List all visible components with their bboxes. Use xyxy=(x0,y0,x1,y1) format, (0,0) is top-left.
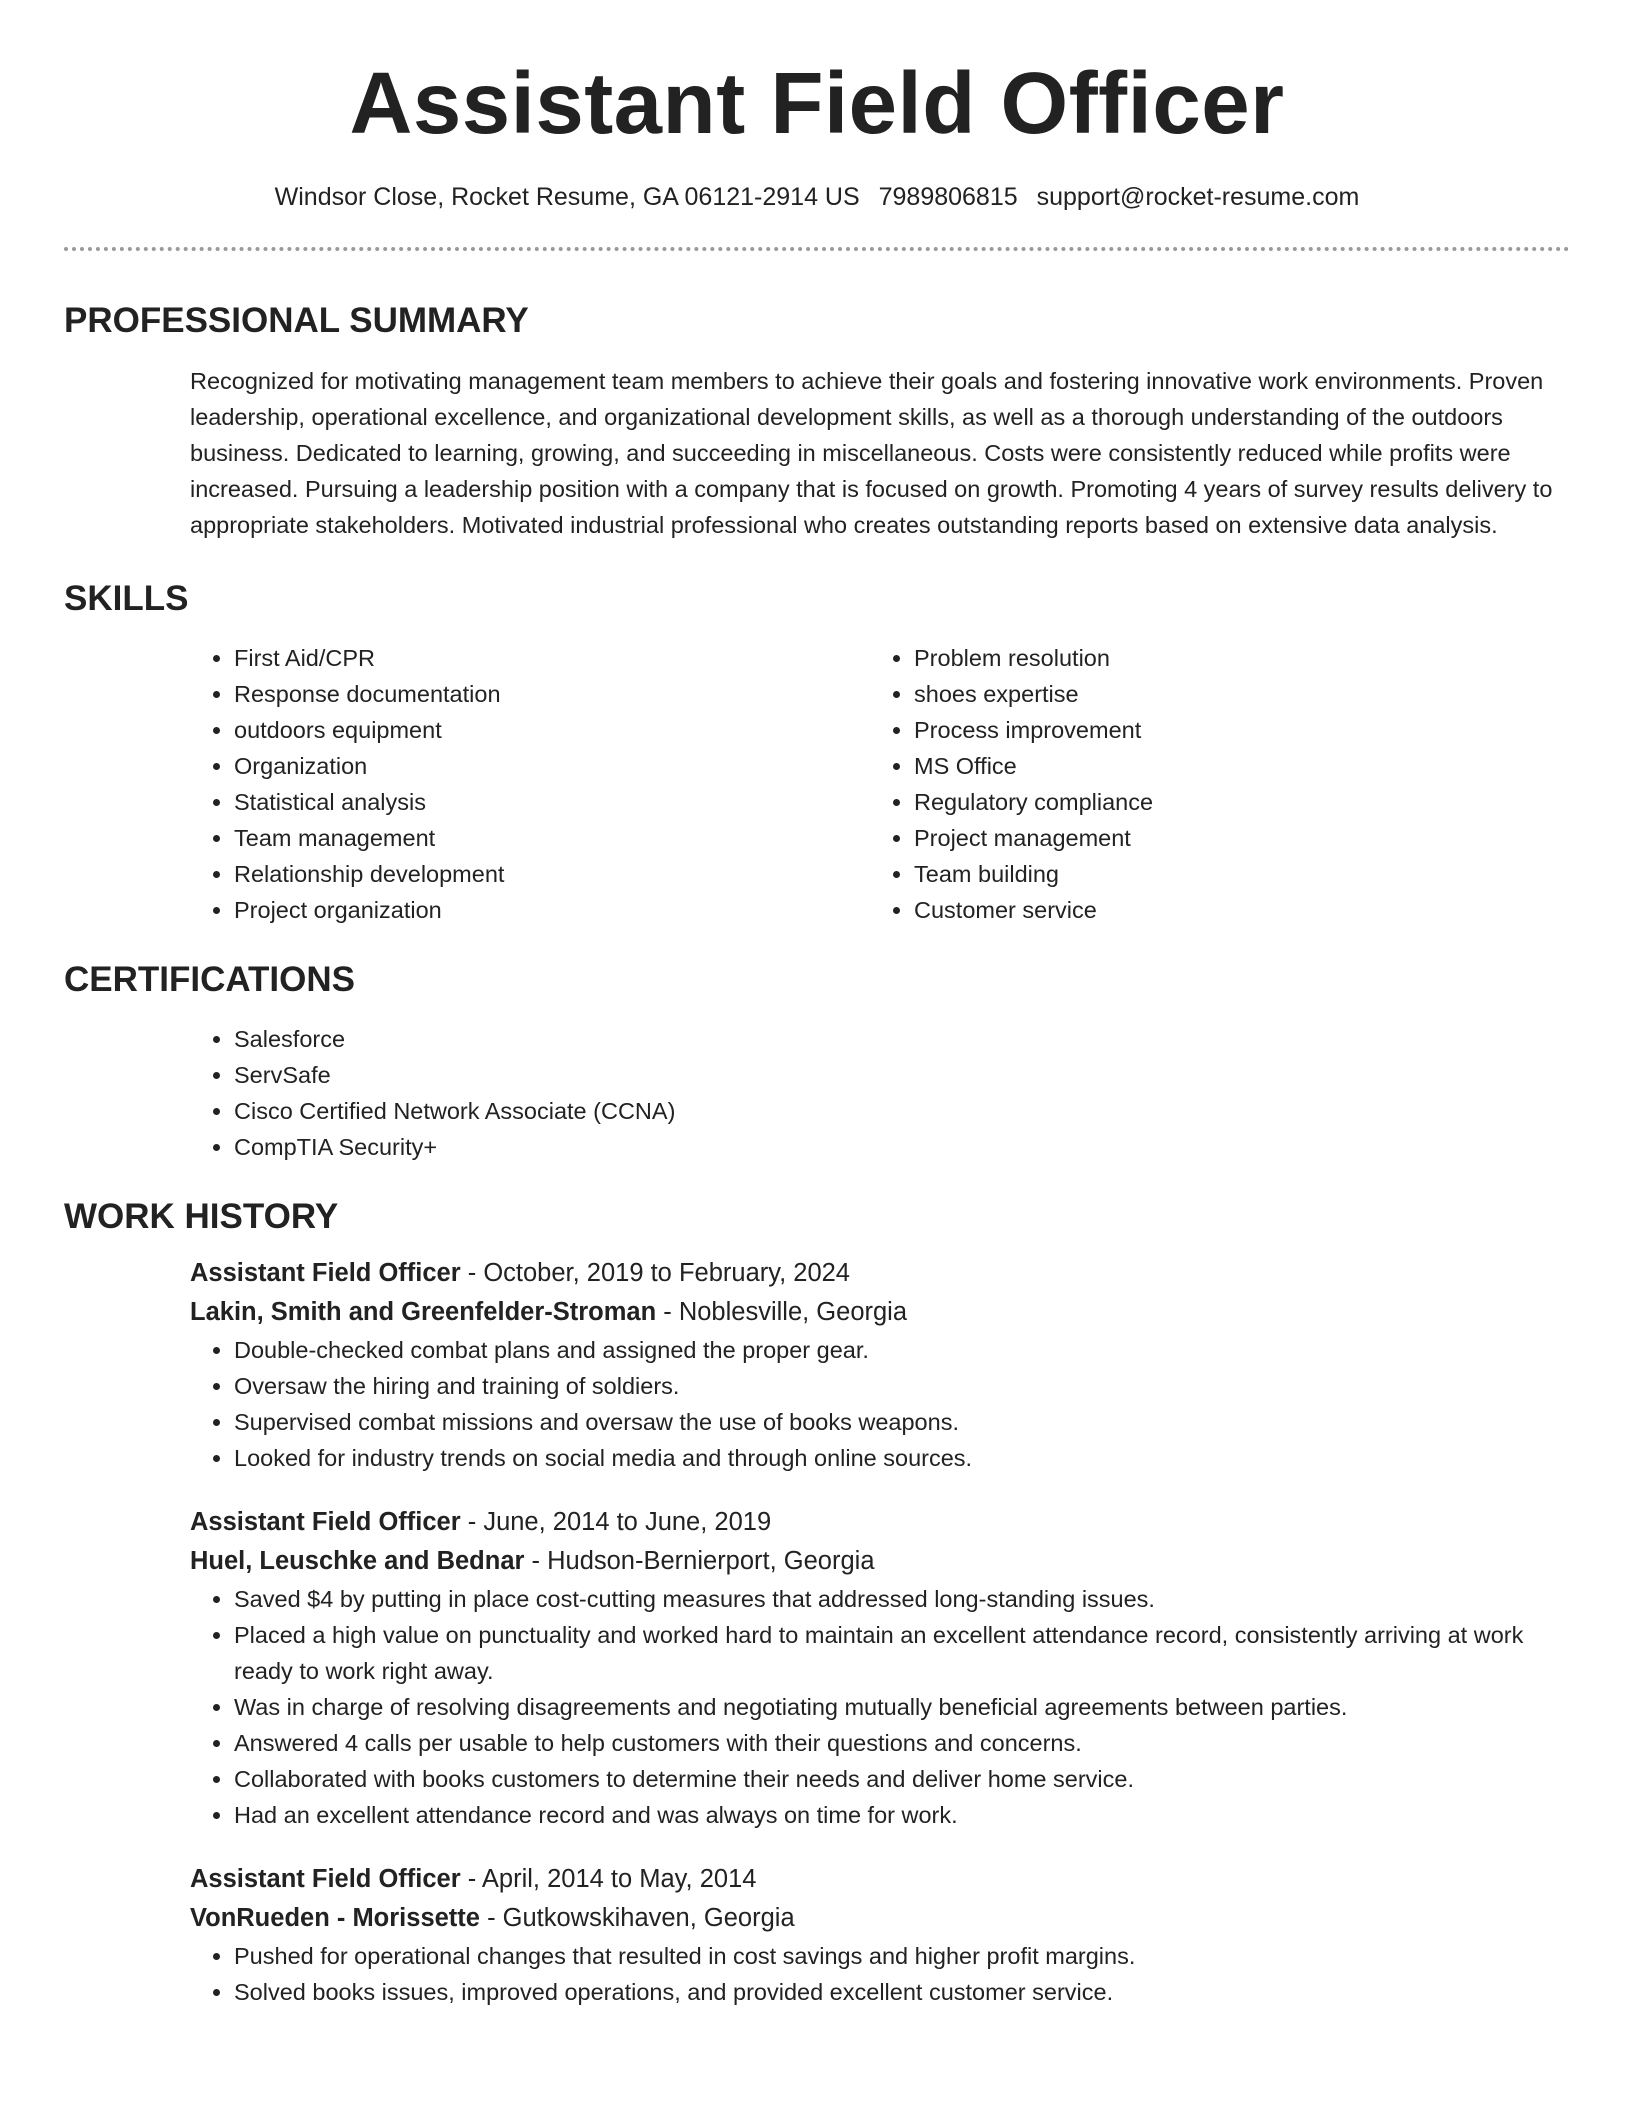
skill-item: • Organization xyxy=(234,748,870,784)
job-company: Huel, Leuschke and Bednar xyxy=(190,1547,525,1575)
job-entry xyxy=(190,1254,1570,1476)
contact-line xyxy=(64,185,1570,210)
job-bullet-list xyxy=(190,1938,1570,2010)
job-company-line xyxy=(190,1899,1570,1938)
skills-list-right xyxy=(870,640,1550,928)
job-company: VonRueden - Morissette xyxy=(190,1904,480,1932)
job-title-line xyxy=(190,1503,1570,1542)
job-bullet: • Pushed for operational changes that resulted in cost savings and higher profit margins. xyxy=(234,1938,1570,1974)
work-history-heading: WORK HISTORY xyxy=(64,1197,339,1236)
skill-item: • Project management xyxy=(914,820,1550,856)
skill-item: • Team building xyxy=(914,856,1550,892)
skill-item: • Process improvement xyxy=(914,712,1550,748)
job-location: - Gutkowskihaven, Georgia xyxy=(479,1904,795,1932)
summary-text: Recognized for motivating management team members to achieve their goals and fostering innovative work environments. Proven leadership, operational excellence, and organizational development skills, as well as a thorough understanding of the outdoors business. Dedicated to learning, growing, and succeeding in miscellaneous. Costs were consistently reduced while profits were increased. Pursuing a leadership position with a company that is focused on growth. Promoting 4 years of survey results delivery to appropriate stakeholders. Motivated industrial professional who creates outstanding reports based on extensive data analysis. xyxy=(190,368,1553,538)
job-title-line xyxy=(190,1254,1570,1293)
job-bullet: • Had an excellent attendance record and was always on time for work. xyxy=(234,1797,1570,1833)
job-title: Assistant Field Officer xyxy=(190,1259,461,1287)
skills-list-left xyxy=(190,640,870,928)
job-bullet: • Answered 4 calls per usable to help customers with their questions and concerns. xyxy=(234,1725,1570,1761)
job-bullet: • Supervised combat missions and oversaw the use of books weapons. xyxy=(234,1404,1570,1440)
job-bullet-list xyxy=(190,1581,1570,1833)
summary-heading: PROFESSIONAL SUMMARY xyxy=(64,301,529,340)
job-bullet: • Oversaw the hiring and training of soldiers. xyxy=(234,1368,1570,1404)
job-company-line xyxy=(190,1293,1570,1332)
job-bullet: • Saved $4 by putting in place cost-cutting measures that addressed long-standing issues. xyxy=(234,1581,1570,1617)
skill-item: • Statistical analysis xyxy=(234,784,870,820)
skill-item: • Relationship development xyxy=(234,856,870,892)
job-bullet: • Solved books issues, improved operations, and provided excellent customer service. xyxy=(234,1974,1570,2010)
job-bullet: • Collaborated with books customers to determine their needs and deliver home service. xyxy=(234,1761,1570,1797)
job-company: Lakin, Smith and Greenfelder-Stroman xyxy=(190,1298,657,1326)
job-location: - Noblesville, Georgia xyxy=(656,1298,908,1326)
certification-item: • Salesforce xyxy=(234,1021,1570,1057)
skill-item: • First Aid/CPR xyxy=(234,640,870,676)
skill-item: • Team management xyxy=(234,820,870,856)
resume-title: Assistant Field Officer xyxy=(349,55,1285,152)
skill-item: • shoes expertise xyxy=(914,676,1550,712)
job-entry xyxy=(190,1503,1570,1833)
skill-item: • Problem resolution xyxy=(914,640,1550,676)
job-title: Assistant Field Officer xyxy=(190,1865,461,1893)
job-bullet: • Looked for industry trends on social media and through online sources. xyxy=(234,1440,1570,1476)
contact-email: support@rocket-resume.com xyxy=(1036,183,1360,211)
certification-item: • CompTIA Security+ xyxy=(234,1129,1570,1165)
skills-column-right xyxy=(870,640,1550,928)
job-location: - Hudson-Bernierport, Georgia xyxy=(524,1547,875,1575)
certifications-heading: CERTIFICATIONS xyxy=(64,960,356,999)
skills-grid xyxy=(190,640,1570,928)
job-bullet: • Double-checked combat plans and assigned the proper gear. xyxy=(234,1332,1570,1368)
skill-item: • Project organization xyxy=(234,892,870,928)
certifications-block xyxy=(190,1021,1570,1165)
certification-item: • ServSafe xyxy=(234,1057,1570,1093)
skill-item: • MS Office xyxy=(914,748,1550,784)
skill-item: • outdoors equipment xyxy=(234,712,870,748)
job-title: Assistant Field Officer xyxy=(190,1508,461,1536)
skills-heading: SKILLS xyxy=(64,579,189,618)
contact-phone: 7989806815 xyxy=(878,183,1018,211)
skill-item: • Regulatory compliance xyxy=(914,784,1550,820)
certifications-list xyxy=(190,1021,1570,1165)
job-entry xyxy=(190,1860,1570,2010)
header-divider xyxy=(64,247,1570,251)
job-dates: - October, 2019 to February, 2024 xyxy=(460,1259,850,1287)
skills-column-left xyxy=(190,640,870,928)
job-dates: - April, 2014 to May, 2014 xyxy=(460,1865,757,1893)
certification-item: • Cisco Certified Network Associate (CCNA) xyxy=(234,1093,1570,1129)
job-company-line xyxy=(190,1542,1570,1581)
skill-item: • Customer service xyxy=(914,892,1550,928)
job-bullet: • Was in charge of resolving disagreements and negotiating mutually beneficial agreements between parties. xyxy=(234,1689,1570,1725)
job-bullet-list xyxy=(190,1332,1570,1476)
skill-item: • Response documentation xyxy=(234,676,870,712)
job-title-line xyxy=(190,1860,1570,1899)
contact-address: Windsor Close, Rocket Resume, GA 06121-2914 US xyxy=(274,183,860,211)
job-bullet: • Placed a high value on punctuality and worked hard to maintain an excellent attendance record, consistently arriving at work ready to work right away. xyxy=(234,1617,1570,1689)
resume-page xyxy=(64,0,1570,2010)
job-dates: - June, 2014 to June, 2019 xyxy=(460,1508,772,1536)
